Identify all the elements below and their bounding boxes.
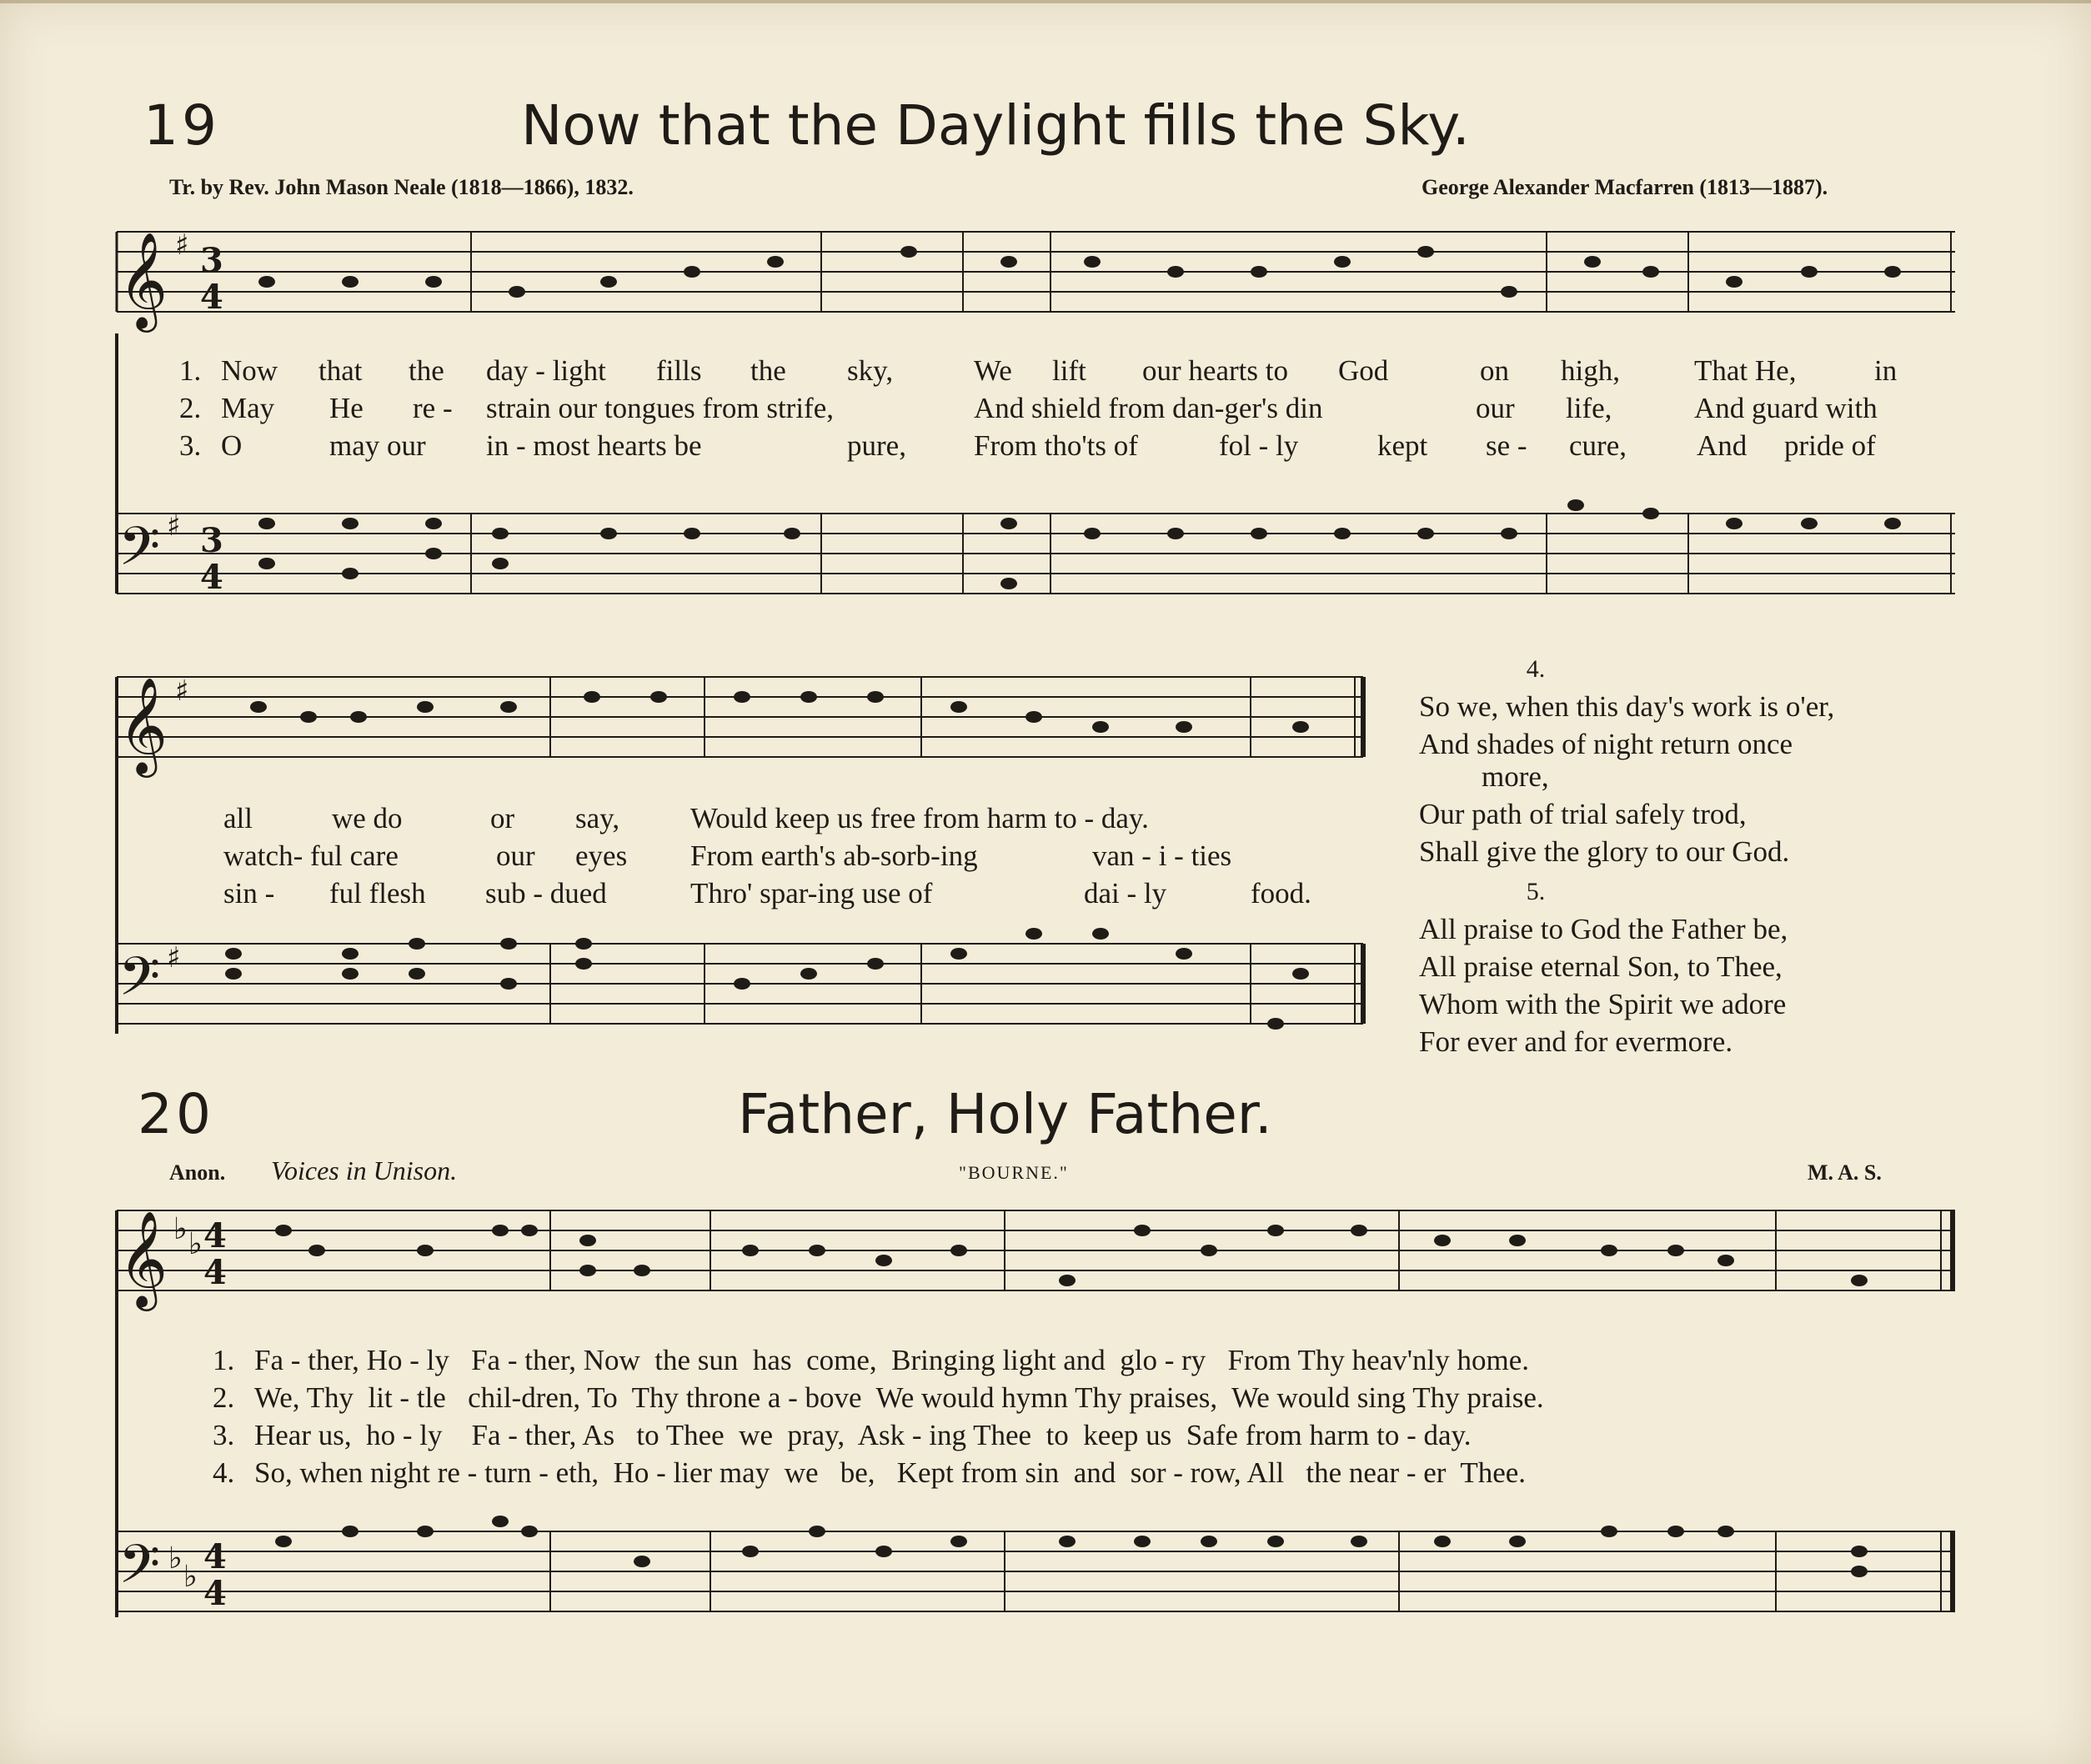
svg-text:4: 4 (200, 278, 223, 317)
stanza-line: For ever and for evermore. (1419, 1025, 1733, 1058)
hymn-19-stanza-4 (1419, 650, 1834, 870)
lyric-word: fills (656, 354, 702, 387)
svg-text:𝄢: 𝄢 (118, 1534, 161, 1609)
lyric-word: that (318, 354, 363, 387)
hymn-20-title: Father, Holy Father. (738, 1082, 1272, 1146)
lyric-word: May (221, 392, 275, 424)
lyric-word: From tho'ts of (974, 429, 1138, 462)
stanza-line: So we, when this day's work is o'er, (1419, 690, 1835, 723)
hymn-20-number: 20 (138, 1082, 214, 1146)
lyric-word: all (223, 802, 253, 834)
lyric-word: food. (1251, 877, 1311, 910)
lyric-word: our hearts to (1142, 354, 1288, 387)
lyric-word: re - (413, 392, 453, 424)
lyric-word: high, (1561, 354, 1620, 387)
stanza-line: Our path of trial safely trod, (1419, 798, 1747, 830)
hymn-20-verse-4-text: So, when night re - turn - eth, Ho - lier may we be, Kept from sin and sor - row, All the near - er Thee. (254, 1456, 1527, 1489)
lyric-word: in (1874, 354, 1898, 387)
hymn-20-verse-3-text: Hear us, ho - ly Fa - ther, As to Thee we pray, Ask - ing Thee to keep us Safe from harm to - day. (254, 1419, 1472, 1451)
hymn-19-music-credit: George Alexander Macfarren (1813—1887). (1422, 175, 1828, 199)
lyric-word: life, (1566, 392, 1612, 424)
lyric-word: He (329, 392, 364, 424)
svg-text:4: 4 (203, 1537, 227, 1576)
hymn-20-words-credit: Anon. (169, 1160, 226, 1185)
svg-text:4: 4 (203, 1216, 227, 1255)
lyric-word: in - most hearts be (486, 429, 702, 462)
hymn-19-treble-staff-1 (108, 225, 1959, 333)
lyric-word: on (1480, 354, 1509, 387)
svg-text:♯: ♯ (175, 228, 189, 262)
lyric-word: sin - (223, 877, 275, 910)
stanza-line: Shall give the glory to our God. (1419, 835, 1790, 868)
svg-text:♯: ♯ (175, 674, 189, 708)
lyric-word: strain our tongues from strife, (486, 392, 834, 424)
hymn-20-verse-1-text: Fa - ther, Ho - ly Fa - ther, Now the sun has come, Bringing light and glo - ry From Thy heav'nly home. (254, 1344, 1530, 1376)
lyric-word: God (1338, 354, 1389, 387)
svg-text:♭: ♭ (188, 1227, 203, 1261)
lyric-word: our (496, 839, 535, 872)
lyric-word: watch- ful care (223, 839, 399, 872)
stanza-line: And shades of night return once (1419, 728, 1793, 760)
hymn-19-number: 19 (143, 93, 220, 158)
stanza-line: Whom with the Spirit we adore (1419, 988, 1787, 1020)
svg-text:4: 4 (203, 1574, 227, 1613)
svg-text:♭: ♭ (173, 1212, 188, 1246)
lyric-word: From earth's ab-sorb-ing (690, 839, 978, 872)
lyric-word: ful flesh (329, 877, 426, 910)
hymn-19-verse-3-number: 3. (179, 429, 202, 462)
stanza-line: more, (1482, 760, 1549, 793)
lyric-word: O (221, 429, 243, 462)
lyric-word: And shield from dan-ger's din (974, 392, 1323, 424)
hymn-20-tune-name: "BOURNE." (959, 1162, 1069, 1183)
stanza-line: All praise to God the Father be, (1419, 913, 1788, 945)
stanza-number: 5. (1526, 878, 1546, 905)
lyric-word: fol - ly (1219, 429, 1299, 462)
lyric-word: And (1697, 429, 1748, 462)
lyric-word: the (409, 354, 444, 387)
lyric-word: Thro' spar-ing use of (690, 877, 933, 910)
lyric-word: Now (221, 354, 278, 387)
hymn-19-verse-2-number: 2. (179, 392, 202, 424)
lyric-word: lift (1052, 354, 1086, 387)
lyric-word: our (1476, 392, 1515, 424)
hymn-19-title: Now that the Daylight fills the Sky. (521, 93, 1470, 158)
lyric-word: pride of (1784, 429, 1876, 462)
svg-text:♭: ♭ (183, 1560, 198, 1594)
svg-text:𝄞: 𝄞 (118, 1210, 168, 1307)
lyric-word: say, (575, 802, 620, 834)
lyric-word: we do (332, 802, 403, 834)
lyric-word: kept (1377, 429, 1428, 462)
lyric-word: van - i - ties (1092, 839, 1232, 872)
svg-text:4: 4 (200, 558, 223, 597)
lyric-word: And guard with (1694, 392, 1878, 424)
hymn-19-stanza-5 (1419, 873, 1788, 1060)
hymn-20-verse-3-number: 3. (213, 1419, 235, 1451)
hymn-19-words-credit: Tr. by Rev. John Mason Neale (1818—1866), 1832. (169, 175, 634, 199)
lyric-word: pure, (847, 429, 906, 462)
hymn-20-direction: Voices in Unison. (271, 1155, 458, 1185)
svg-text:♭: ♭ (168, 1541, 183, 1576)
svg-text:3: 3 (200, 241, 223, 280)
hymn-19-bass-staff-1 (108, 500, 1959, 609)
lyric-word: dai - ly (1084, 877, 1167, 910)
lyric-word: cure, (1569, 429, 1627, 462)
hymn-19-verse-1-number: 1. (179, 354, 202, 387)
hymn-20-bass-staff (108, 1521, 1959, 1630)
stanza-line: All praise eternal Son, to Thee, (1419, 950, 1783, 983)
lyric-word: eyes (575, 839, 628, 872)
hymn-20-verse-4-number: 4. (213, 1456, 235, 1489)
stanza-number: 4. (1526, 655, 1546, 683)
svg-text:𝄞: 𝄞 (118, 676, 168, 774)
hymn-19-bass-staff-2 (108, 934, 1376, 1042)
svg-text:♯: ♯ (167, 941, 181, 975)
hymn-20-verse-2-text: We, Thy lit - tle chil-dren, To Thy throne a - bove We would hymn Thy praises, We would sing Thy praise. (254, 1381, 1544, 1414)
lyric-word: may our (329, 429, 426, 462)
lyric-word: se - (1486, 429, 1527, 462)
lyric-word: We (974, 354, 1012, 387)
svg-text:♯: ♯ (167, 509, 181, 543)
hymn-20-verse-2-number: 2. (213, 1381, 235, 1414)
lyric-word: the (750, 354, 786, 387)
lyric-word: or (490, 802, 515, 834)
svg-text:3: 3 (200, 521, 223, 560)
hymn-20-treble-staff (108, 1200, 1959, 1309)
hymn-20-music-credit: M. A. S. (1808, 1160, 1882, 1185)
lyric-word: Would keep us free from harm to - day. (690, 802, 1149, 834)
lyric-word: day - light (486, 354, 606, 387)
lyric-word: sub - dued (485, 877, 607, 910)
svg-text:𝄞: 𝄞 (118, 231, 168, 328)
hymn-19-treble-staff-2 (108, 667, 1376, 775)
hymn-20-verse-1-number: 1. (213, 1344, 235, 1376)
svg-text:4: 4 (203, 1253, 227, 1292)
svg-text:𝄢: 𝄢 (118, 946, 161, 1021)
page-top-edge (0, 0, 2091, 3)
lyric-word: sky, (847, 354, 894, 387)
lyric-word: That He, (1694, 354, 1797, 387)
svg-text:𝄢: 𝄢 (118, 516, 161, 591)
